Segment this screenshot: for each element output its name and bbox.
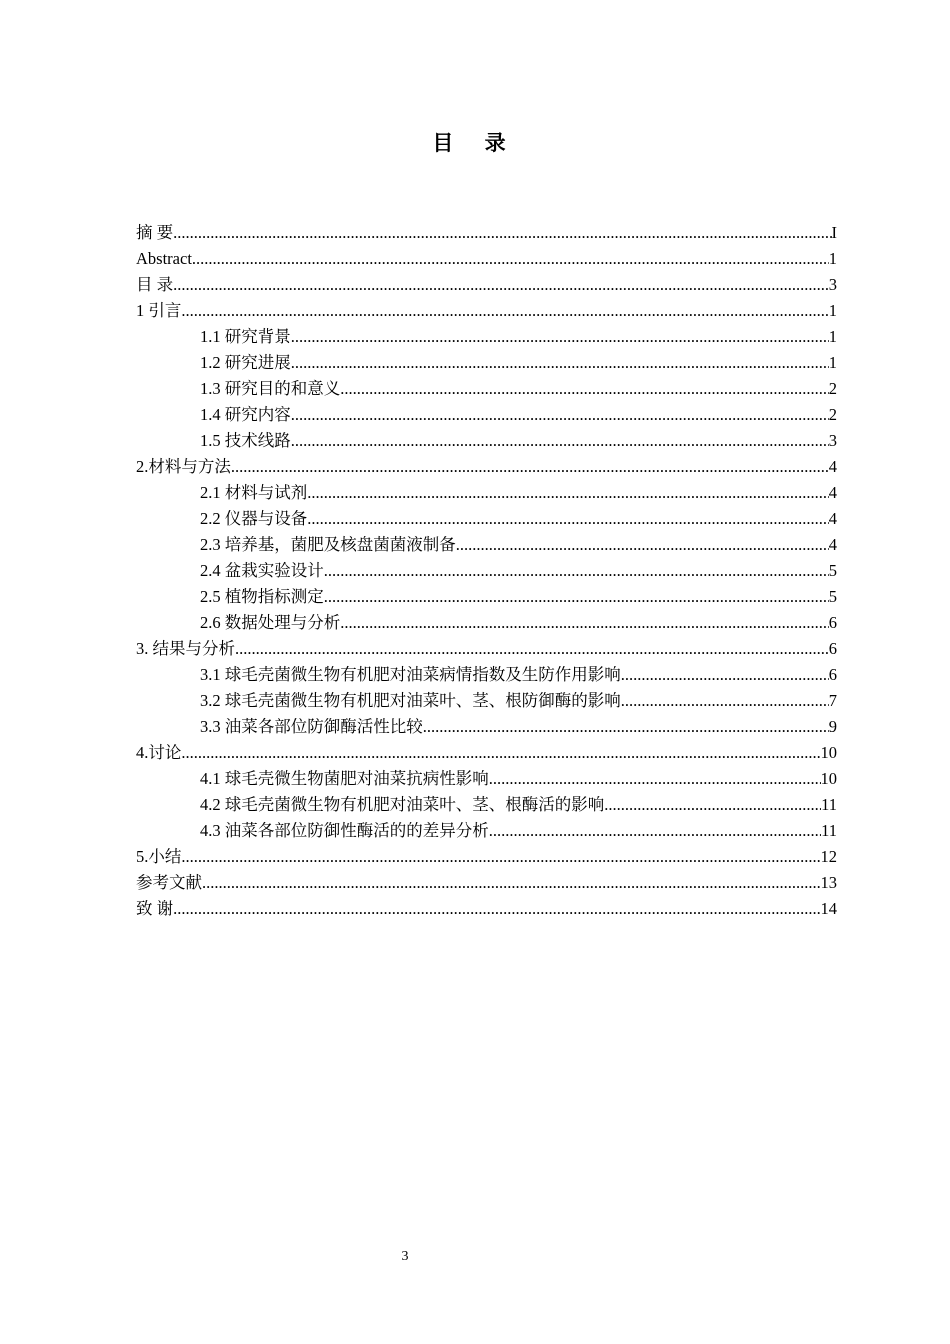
toc-dot-leader (202, 870, 821, 896)
toc-entry-page: 14 (820, 899, 837, 918)
toc-entry-label: 2.2 仪器与设备 (200, 509, 308, 528)
toc-dot-leader (291, 350, 829, 376)
page-title: 目 录 (432, 131, 518, 155)
toc-entry[interactable] (136, 298, 837, 324)
toc-entry[interactable] (136, 350, 837, 376)
toc-entry[interactable] (136, 688, 837, 714)
toc-dot-leader (456, 532, 829, 558)
toc-entry-label: 2.4 盆栽实验设计 (200, 561, 324, 580)
toc-entry[interactable] (136, 428, 837, 454)
toc-entry-page: 4 (828, 457, 837, 476)
toc-entry-label: 1.1 研究背景 (200, 327, 291, 346)
toc-entry-page: 2 (828, 379, 837, 398)
toc-entry-page: 11 (821, 821, 837, 840)
toc-dot-leader (181, 844, 820, 870)
toc-entry[interactable] (136, 246, 837, 272)
toc-entry[interactable] (136, 480, 837, 506)
toc-entry-page: 13 (820, 873, 837, 892)
toc-dot-leader (423, 714, 829, 740)
toc-entry-label: Abstract (136, 249, 192, 268)
toc-dot-leader (604, 792, 821, 818)
toc-entry[interactable] (136, 376, 837, 402)
toc-dot-leader (192, 246, 829, 272)
toc-entry-label: 1 引言 (136, 301, 182, 320)
toc-entry-label: 3.3 油菜各部位防御酶活性比较 (200, 717, 423, 736)
toc-dot-leader (621, 688, 829, 714)
toc-entry-page: 1 (828, 301, 837, 320)
toc-entry[interactable] (136, 740, 837, 766)
toc-entry-label: 3. 结果与分析 (136, 639, 235, 658)
toc-entry-label: 1.3 研究目的和意义 (200, 379, 341, 398)
toc-dot-leader (307, 480, 829, 506)
toc-entry-label: 4.2 球毛壳菌微生物有机肥对油菜叶、茎、根酶活的影响 (200, 795, 605, 814)
toc-entry-page: 5 (828, 561, 837, 580)
toc-entry[interactable] (136, 272, 837, 298)
toc-dot-leader (173, 896, 820, 922)
toc-entry-label: 参考文献 (136, 873, 202, 892)
toc-dot-leader (181, 740, 820, 766)
toc-entry-page: 5 (828, 587, 837, 606)
toc-entry-page: 1 (828, 327, 837, 346)
toc-dot-leader (181, 298, 828, 324)
toc-entry[interactable] (136, 714, 837, 740)
toc-dot-leader (324, 584, 829, 610)
toc-entry-page: 1 (828, 249, 837, 268)
toc-entry-label: 1.4 研究内容 (200, 405, 291, 424)
toc-dot-leader (231, 454, 829, 480)
toc-dot-leader (324, 558, 829, 584)
toc-entry-page: 10 (820, 769, 837, 788)
toc-entry-label: 1.5 技术线路 (200, 431, 291, 450)
toc-entry-page: 4 (828, 483, 837, 502)
table-of-contents (136, 220, 837, 922)
toc-entry-label: 2.1 材料与试剂 (200, 483, 308, 502)
toc-dot-leader (173, 272, 829, 298)
toc-dot-leader (307, 506, 829, 532)
toc-entry-label: 5.小结 (136, 847, 182, 866)
toc-entry[interactable] (136, 818, 837, 844)
toc-entry-label: 摘 要 (136, 223, 174, 242)
toc-entry-label: 4.3 油菜各部位防御性酶活的的差异分析 (200, 821, 489, 840)
toc-entry-label: 2.5 植物指标测定 (200, 587, 324, 606)
toc-entry-page: 6 (828, 613, 837, 632)
toc-entry[interactable] (136, 636, 837, 662)
toc-entry[interactable] (136, 584, 837, 610)
toc-entry-page: 4 (828, 509, 837, 528)
toc-entry-label: 2.3 培养基，菌肥及核盘菌菌液制备 (200, 535, 456, 554)
toc-entry[interactable] (136, 220, 837, 246)
toc-entry-page: 3 (828, 431, 837, 450)
toc-entry[interactable] (136, 324, 837, 350)
toc-dot-leader (291, 324, 829, 350)
toc-entry[interactable] (136, 532, 837, 558)
toc-entry-label: 致 谢 (136, 899, 174, 918)
toc-entry[interactable] (136, 870, 837, 896)
page-number: 3 (401, 1249, 409, 1264)
toc-entry-label: 3.2 球毛壳菌微生物有机肥对油菜叶、茎、根防御酶的影响 (200, 691, 621, 710)
toc-dot-leader (340, 376, 829, 402)
toc-entry-label: 2.材料与方法 (136, 457, 231, 476)
toc-entry-label: 4.1 球毛壳微生物菌肥对油菜抗病性影响 (200, 769, 489, 788)
toc-dot-leader (235, 636, 829, 662)
toc-entry[interactable] (136, 896, 837, 922)
toc-entry[interactable] (136, 844, 837, 870)
toc-entry-page: 11 (821, 795, 837, 814)
toc-entry[interactable] (136, 558, 837, 584)
toc-entry-page: 9 (828, 717, 837, 736)
toc-entry-page: 6 (828, 665, 837, 684)
toc-entry-label: 3.1 球毛壳菌微生物有机肥对油菜病情指数及生防作用影响 (200, 665, 621, 684)
toc-dot-leader (173, 220, 831, 246)
toc-entry-page: 12 (820, 847, 837, 866)
toc-dot-leader (489, 818, 821, 844)
toc-dot-leader (621, 662, 829, 688)
toc-dot-leader (340, 610, 829, 636)
toc-entry-label: 4.讨论 (136, 743, 182, 762)
toc-entry-page: I (831, 223, 837, 242)
toc-entry-page: 6 (828, 639, 837, 658)
toc-entry[interactable] (136, 506, 837, 532)
toc-entry-page: 7 (828, 691, 837, 710)
toc-entry[interactable] (136, 766, 837, 792)
toc-dot-leader (291, 402, 829, 428)
toc-entry-label: 1.2 研究进展 (200, 353, 291, 372)
toc-entry-page: 4 (828, 535, 837, 554)
toc-entry-page: 2 (828, 405, 837, 424)
toc-dot-leader (291, 428, 829, 454)
toc-entry-page: 10 (820, 743, 837, 762)
toc-entry[interactable] (136, 402, 837, 428)
toc-entry-page: 3 (828, 275, 837, 294)
toc-entry[interactable] (136, 792, 837, 818)
toc-entry-page: 1 (828, 353, 837, 372)
toc-entry-label: 目 录 (136, 275, 174, 294)
toc-dot-leader (489, 766, 821, 792)
toc-entry[interactable] (136, 610, 837, 636)
toc-entry[interactable] (136, 454, 837, 480)
toc-entry[interactable] (136, 662, 837, 688)
toc-entry-label: 2.6 数据处理与分析 (200, 613, 341, 632)
